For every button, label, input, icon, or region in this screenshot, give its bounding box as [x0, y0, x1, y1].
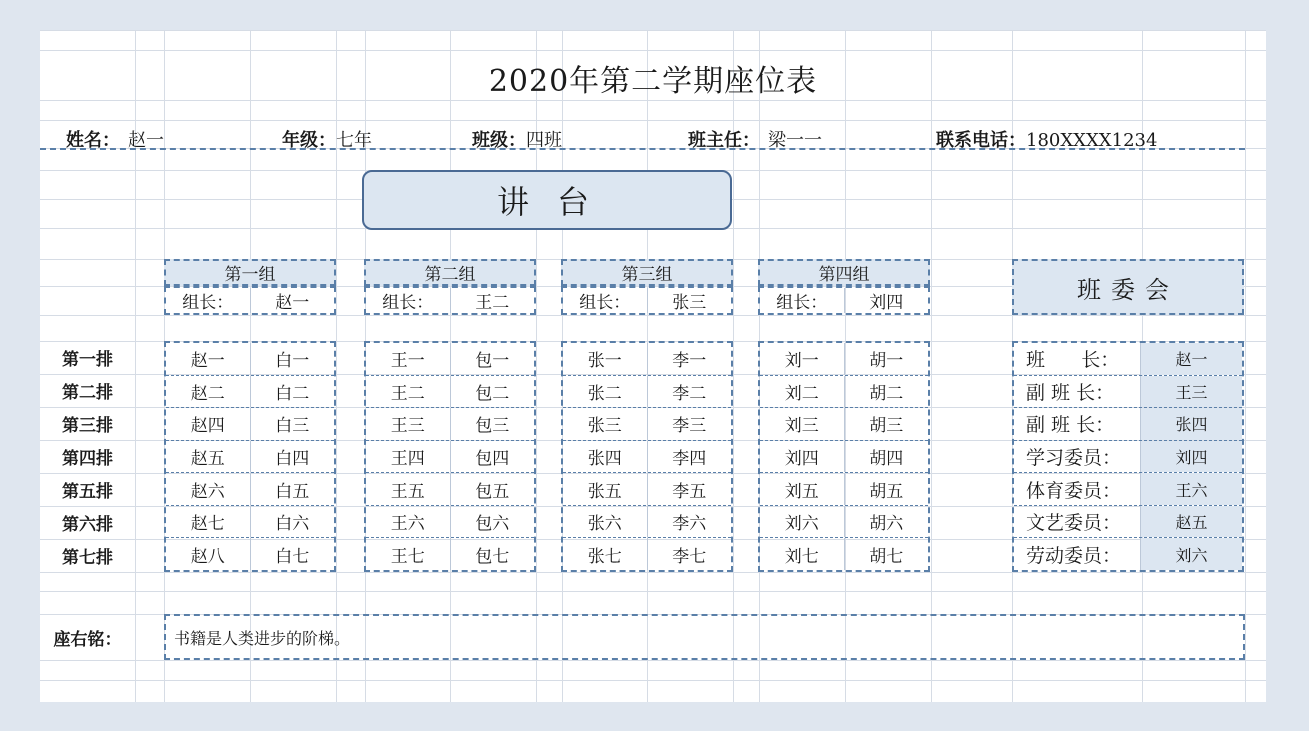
seat-row — [166, 343, 334, 376]
gridline — [931, 30, 932, 702]
seat-row — [563, 441, 731, 474]
row-label: 第五排 — [62, 482, 113, 502]
seat-row — [166, 538, 334, 570]
seat-cell[interactable]: 赵八 — [166, 538, 251, 570]
committee-member[interactable]: 王六 — [1141, 473, 1242, 505]
seat-row — [366, 506, 534, 539]
seat-cell[interactable]: 包六 — [475, 514, 510, 535]
leader-name[interactable]: 王二 — [475, 293, 510, 313]
seat-cell[interactable]: 王七 — [366, 538, 451, 570]
seat-row — [563, 408, 731, 441]
seat-cell[interactable]: 包五 — [475, 481, 510, 502]
seat-row — [760, 343, 928, 376]
seat-row — [366, 376, 534, 409]
seat-row — [760, 441, 928, 474]
group-leader-row — [561, 286, 733, 315]
row-label: 第二排 — [62, 383, 113, 403]
seat-cell[interactable]: 王四 — [366, 441, 451, 473]
seat-row — [166, 441, 334, 474]
seat-cell[interactable]: 白五 — [275, 481, 310, 502]
seat-cell[interactable]: 包一 — [475, 351, 510, 372]
seat-row — [366, 343, 534, 376]
seat-row — [760, 538, 928, 570]
seat-cell[interactable]: 赵二 — [166, 376, 251, 408]
committee-block — [1012, 341, 1244, 572]
seat-cell[interactable]: 王二 — [366, 376, 451, 408]
leader-label: 组长： — [366, 288, 451, 313]
leader-name[interactable]: 赵一 — [275, 293, 310, 313]
gridline — [40, 315, 1266, 316]
leader-label: 组长： — [563, 288, 648, 313]
group-leader-row — [164, 286, 336, 315]
seat-row — [366, 408, 534, 441]
row-label: 第四排 — [62, 449, 113, 469]
seat-cell[interactable]: 王一 — [366, 343, 451, 375]
seat-block — [561, 341, 733, 572]
phone-value[interactable]: 180XXXX1234 — [1026, 130, 1158, 151]
seat-cell[interactable]: 刘三 — [760, 408, 845, 440]
committee-role: 副 班 长： — [1014, 376, 1141, 408]
seat-cell[interactable]: 胡六 — [869, 514, 904, 535]
row-label: 第一排 — [62, 350, 113, 370]
seat-row — [366, 441, 534, 474]
committee-row — [1014, 538, 1242, 570]
seat-cell[interactable]: 王六 — [366, 506, 451, 538]
seat-row — [166, 376, 334, 409]
seat-cell[interactable]: 刘五 — [760, 473, 845, 505]
seat-cell[interactable]: 李七 — [672, 546, 707, 567]
committee-member[interactable]: 刘六 — [1141, 538, 1242, 570]
committee-member[interactable]: 张四 — [1141, 408, 1242, 440]
seat-row — [166, 473, 334, 506]
seat-cell[interactable]: 张五 — [563, 473, 648, 505]
committee-role: 班 长： — [1014, 343, 1141, 375]
seat-cell[interactable]: 王三 — [366, 408, 451, 440]
gridline — [40, 660, 1266, 661]
group-name: 第三组 — [561, 259, 733, 286]
seating-sheet — [40, 30, 1266, 702]
seat-row — [563, 376, 731, 409]
phone-label: 联系电话： — [936, 130, 1026, 151]
group-name: 第一组 — [164, 259, 336, 286]
seat-cell[interactable]: 白二 — [275, 383, 310, 404]
committee-member[interactable]: 赵五 — [1141, 506, 1242, 538]
committee-member[interactable]: 王三 — [1141, 376, 1242, 408]
committee-row — [1014, 408, 1242, 441]
committee-role: 学习委员： — [1014, 441, 1141, 473]
seat-row — [563, 506, 731, 539]
class-label: 班级： — [472, 130, 526, 151]
class-value[interactable]: 四班 — [526, 130, 562, 151]
teacher-label: 班主任： — [688, 130, 760, 151]
seat-cell[interactable]: 白六 — [275, 514, 310, 535]
seat-cell[interactable]: 李一 — [672, 351, 707, 372]
seat-row — [760, 506, 928, 539]
seat-block — [164, 341, 336, 572]
seat-cell[interactable]: 李四 — [672, 449, 707, 470]
seat-cell[interactable]: 张七 — [563, 538, 648, 570]
seat-cell[interactable]: 赵六 — [166, 473, 251, 505]
seat-cell[interactable]: 包三 — [475, 416, 510, 437]
grade-value[interactable]: 七年 — [336, 130, 372, 151]
page-title: 2020年第二学期座位表 — [488, 64, 818, 99]
seat-cell[interactable]: 胡一 — [869, 351, 904, 372]
seat-cell[interactable]: 包四 — [475, 449, 510, 470]
seat-cell[interactable]: 张六 — [563, 506, 648, 538]
name-label: 姓名： — [66, 130, 120, 151]
seat-block — [758, 341, 930, 572]
seat-row — [563, 538, 731, 570]
committee-member[interactable]: 赵一 — [1141, 343, 1242, 375]
podium: 讲台 — [362, 170, 732, 230]
info-divider — [40, 148, 1245, 150]
gridline — [40, 50, 1266, 51]
seat-cell[interactable]: 李五 — [672, 481, 707, 502]
seat-row — [760, 473, 928, 506]
teacher-value[interactable]: 梁一一 — [768, 130, 822, 151]
seat-cell[interactable]: 李二 — [672, 383, 707, 404]
seat-row — [366, 473, 534, 506]
motto-text[interactable]: 书籍是人类进步的阶梯。 — [164, 614, 1245, 660]
seat-cell[interactable]: 白一 — [275, 351, 310, 372]
committee-row — [1014, 343, 1242, 376]
seat-row — [760, 408, 928, 441]
committee-row — [1014, 473, 1242, 506]
seat-row — [166, 506, 334, 539]
committee-member[interactable]: 刘四 — [1141, 441, 1242, 473]
seat-cell[interactable]: 白三 — [275, 416, 310, 437]
committee-role: 副 班 长： — [1014, 408, 1141, 440]
seat-cell[interactable]: 胡三 — [869, 416, 904, 437]
gridline — [40, 100, 1266, 101]
seat-cell[interactable]: 张四 — [563, 441, 648, 473]
seat-cell[interactable]: 李六 — [672, 514, 707, 535]
seat-row — [563, 343, 731, 376]
committee-title: 班委会 — [1012, 259, 1244, 315]
gridline — [40, 30, 1266, 31]
seat-cell[interactable]: 王五 — [366, 473, 451, 505]
motto-label: 座右铭： — [53, 629, 122, 650]
seat-cell[interactable]: 刘二 — [760, 376, 845, 408]
seat-cell[interactable]: 张一 — [563, 343, 648, 375]
gridline — [40, 680, 1266, 681]
group-leader-row — [758, 286, 930, 315]
seat-cell[interactable]: 刘四 — [760, 441, 845, 473]
committee-role: 文艺委员： — [1014, 506, 1141, 538]
seat-row — [563, 473, 731, 506]
seat-cell[interactable]: 胡四 — [869, 449, 904, 470]
seat-cell[interactable]: 胡七 — [869, 546, 904, 567]
group-leader-row — [364, 286, 536, 315]
seat-row — [760, 376, 928, 409]
leader-label: 组长： — [166, 288, 251, 313]
seat-cell[interactable]: 白七 — [275, 546, 310, 567]
seat-cell[interactable]: 李三 — [672, 416, 707, 437]
group-name: 第二组 — [364, 259, 536, 286]
seat-cell[interactable]: 包七 — [475, 546, 510, 567]
committee-row — [1014, 441, 1242, 474]
seat-row — [166, 408, 334, 441]
seat-cell[interactable]: 胡二 — [869, 383, 904, 404]
seat-cell[interactable]: 张三 — [563, 408, 648, 440]
seat-cell[interactable]: 赵一 — [166, 343, 251, 375]
seat-row — [366, 538, 534, 570]
seat-cell[interactable]: 刘一 — [760, 343, 845, 375]
gridline — [40, 591, 1266, 592]
seat-cell[interactable]: 包二 — [475, 383, 510, 404]
committee-row — [1014, 376, 1242, 409]
row-label: 第七排 — [62, 548, 113, 568]
grade-label: 年级： — [282, 130, 336, 151]
seat-cell[interactable]: 赵七 — [166, 506, 251, 538]
seat-cell[interactable]: 刘六 — [760, 506, 845, 538]
seat-cell[interactable]: 刘七 — [760, 538, 845, 570]
seat-cell[interactable]: 白四 — [275, 449, 310, 470]
seat-cell[interactable]: 赵四 — [166, 408, 251, 440]
seat-cell[interactable]: 张二 — [563, 376, 648, 408]
seat-block — [364, 341, 536, 572]
committee-role: 体育委员： — [1014, 473, 1141, 505]
leader-name[interactable]: 刘四 — [869, 293, 904, 313]
group-name: 第四组 — [758, 259, 930, 286]
committee-row — [1014, 506, 1242, 539]
seat-cell[interactable]: 胡五 — [869, 481, 904, 502]
gridline — [40, 572, 1266, 573]
leader-label: 组长： — [760, 288, 845, 313]
row-label: 第三排 — [62, 416, 113, 436]
row-label: 第六排 — [62, 515, 113, 535]
gridline — [1245, 30, 1246, 702]
leader-name[interactable]: 张三 — [672, 293, 707, 313]
seat-cell[interactable]: 赵五 — [166, 441, 251, 473]
committee-role: 劳动委员： — [1014, 538, 1141, 570]
name-value[interactable]: 赵一 — [128, 130, 164, 151]
gridline — [40, 120, 1266, 121]
